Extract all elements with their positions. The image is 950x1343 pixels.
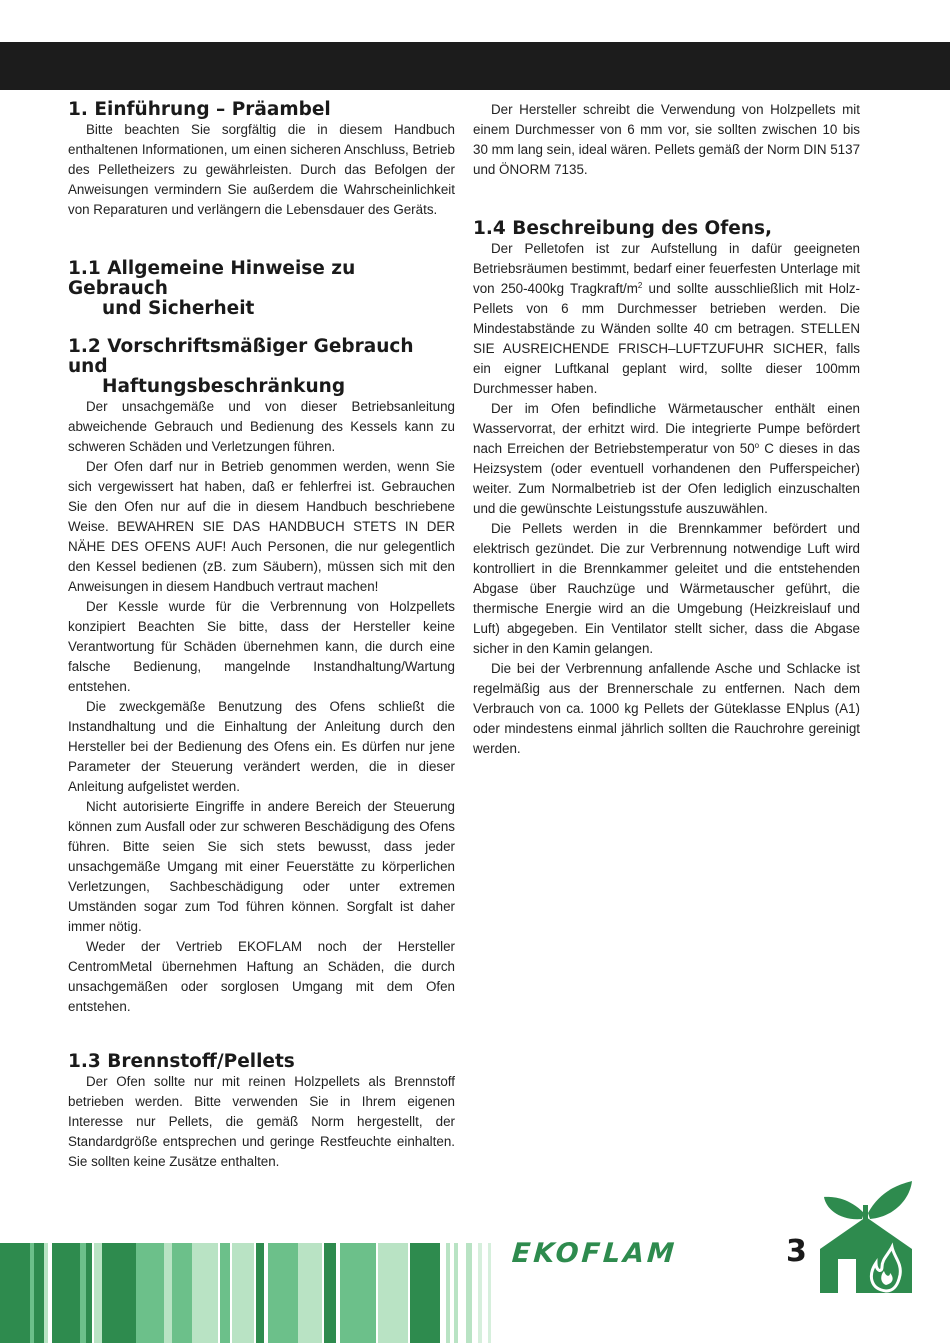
section-1-4-paragraph-1 xyxy=(473,239,860,399)
section-1-2-paragraph-5: Nicht autorisierte Eingriffe in andere Bereich der Steuerung können zum Ausfall oder zur schweren Beschädigung des Ofens führen. Bitte seien Sie sich stets bewusst, dass jeder unsachgemäße Umgang mit einer Feuerstätte zu körperlichen Verletzungen, Sachbeschädigung oder unter extremen Umständen sogar zum Tod führen können. Sorgfalt ist daher immer nötig. xyxy=(68,799,455,934)
section-1-2-title xyxy=(68,337,455,397)
section-1-4-paragraph-3: Die Pellets werden in die Brennkammer befördert und elektrisch gezündet. Die zur Verbrennung notwendige Luft wird kontrolliert in die Brennkammer geleitet und die entstehenden Abgase über Rauchzüge und Wärmetauscher geführt, die thermische Energie wird an die Umgebung (Heizkreislauf und Luft) abgegeben. Ein Ventilator stellt sicher, dass die Abgase sicher in den Kamin gelangen. xyxy=(473,521,860,656)
section-1-2-paragraph-2: Der Ofen darf nur in Betrieb genommen werden, wenn Sie sich vergewissert hat haben, daß er fehlerfrei ist. Gebrauchen Sie den Ofen nur auf die in diesem Handbuch beschriebene Weise. BEWAHREN SIE DAS HANDBUCH STETS IN DER NÄHE DES OFENS AUF! Auch Personen, die nur gelegentlich den Kessel bedienen (zB. zum Säubern), müssen sich mit den Anweisungen in diesem Handbuch vertraut machen! xyxy=(68,459,455,594)
section-1-4-p1-text-b: und sollte ausschließlich mit Holz-Pellets von 6 mm Durchmesser betrieben werden. Die Mindestabstände zu Wänden sollte 40 cm betragen. STELLEN SIE AUSREICHENDE FRISCH–LUFTZUFUHR SICHER, falls ein eigner Luftkanal geplant wird, sollte dieser 100mm Durchmesser haben. xyxy=(473,281,860,396)
brand-logo-text: EKOFLAM xyxy=(510,1238,679,1269)
section-1-2-title-line1: 1.2 Vorschriftsmäßiger Gebrauch und xyxy=(68,336,414,377)
section-1-3-paragraph-1: Der Ofen sollte nur mit reinen Holzpellets als Brennstoff betrieben werden. Bitte verwenden Sie in Ihrem eigenen Interesse nur Pellets, die gemäß Norm hergestellt, der Standardgröße entsprechen und geringe Restfeuchte einhalten. Sie sollten keine Zusätze enthalten. xyxy=(68,1074,455,1169)
section-1-2-title-line2: Haftungsbeschränkung xyxy=(102,376,346,397)
page-number: 3 xyxy=(786,1234,807,1269)
section-1-3-paragraph-2: Der Hersteller schreibt die Verwendung von Holzpellets mit einem Durchmesser von 6 mm vor, sie sollten zwischen 10 bis 30 mm lang sein, ideal wären. Pellets gemäß der Norm DIN 5137 und ÖNORM 7135. xyxy=(473,102,861,177)
right-column xyxy=(473,100,860,759)
section-1-4-title: 1.4 Beschreibung des Ofens, xyxy=(473,218,773,239)
header-bar xyxy=(0,42,950,90)
section-1-4-p1-text-a: Der Pelletofen ist zur Aufstellung in dafür geeigneten Betriebsräumen bestimmt, bedarf einer feuerfesten Unterlage mit von 250-400kg Tragkraft/m xyxy=(473,241,860,296)
squared-superscript: 2 xyxy=(637,281,643,290)
section-1-2-paragraph-1: Der unsachgemäße und von dieser Betriebsanleitung abweichende Gebrauch und Bedienung des Kessels kann zu schweren Schäden und Verletzungen führen. xyxy=(68,399,455,454)
footer-stripes xyxy=(0,1243,500,1343)
section-1-4-paragraph-4: Die bei der Verbrennung anfallende Asche und Schlacke ist regelmäßig aus der Brennerschale zu entfernen. Nach dem Verbrauch von ca. 1000 kg Pellets der Güteklasse ENplus (A1) oder mindestens einmal jährlich sollten die Rauchrohre gereinigt werden. xyxy=(473,661,860,756)
ekoflam-house-leaf-icon xyxy=(816,1175,916,1295)
section-1-title: 1. Einführung – Präambel xyxy=(68,99,331,120)
section-1-2-paragraph-4: Die zweckgemäße Benutzung des Ofens schließt die Instandhaltung und die Einhaltung der Anleitung durch den Hersteller bei der Bedienung des Ofens ein. Es dürfen nur jene Parameter der Steuerung verändert werden, die in dieser Anleitung aufgelistet werden. xyxy=(68,699,455,794)
section-1-4-p2-text-b: C dieses in das Heizsystem (oder eventuell vorhandenen den Pufferspeicher) weiter. Zum Normalbetrieb ist der Ofen lediglich einzuschalten und die gewünschte Leistungsstufe auszuwählen. xyxy=(473,441,860,516)
left-column xyxy=(68,100,455,1172)
section-1-1-title xyxy=(68,259,455,319)
section-1-2-paragraph-3: Der Kessle wurde für die Verbrennung von Holzpellets konzipiert Beachten Sie bitte, dass der Hersteller keine Verantwortung für Schäden übernehmen kann, die durch eine falsche Bedienung, mangelnde Instandhaltung/Wartung entstehen. xyxy=(68,599,455,694)
section-1-paragraph: Bitte beachten Sie sorgfältig die in diesem Handbuch enthaltenen Informationen, um einen sicheren Anschluss, Betrieb des Pelletheizers zu gewährleisten. Durch das Befolgen der Anweisungen vermindern Sie außerdem die Wahrscheinlichkeit von Reparaturen und verlängern die Lebensdauer des Geräts. xyxy=(68,122,455,217)
section-1-2-paragraph-6: Weder der Vertrieb EKOFLAM noch der Hersteller CentromMetal übernehmen Haftung an Schäden, die durch unsachgemäßen oder sorglosen Umgang mit dem Ofen entstehen. xyxy=(68,939,455,1014)
degree-superscript: o xyxy=(754,441,760,450)
section-1-4-paragraph-2 xyxy=(473,399,860,519)
section-1-1-title-line2: und Sicherheit xyxy=(102,298,255,319)
section-1-1-title-line1: 1.1 Allgemeine Hinweise zu Gebrauch xyxy=(68,258,356,299)
section-1-4-p2-text-a: Der im Ofen befindliche Wärmetauscher enthält einen Wasservorrat, der erhitzt wird. Die integrierte Pumpe befördert nach Erreichen der Betriebstemperatur von 50 xyxy=(473,401,860,456)
section-1-3-title: 1.3 Brennstoff/Pellets xyxy=(68,1051,295,1072)
